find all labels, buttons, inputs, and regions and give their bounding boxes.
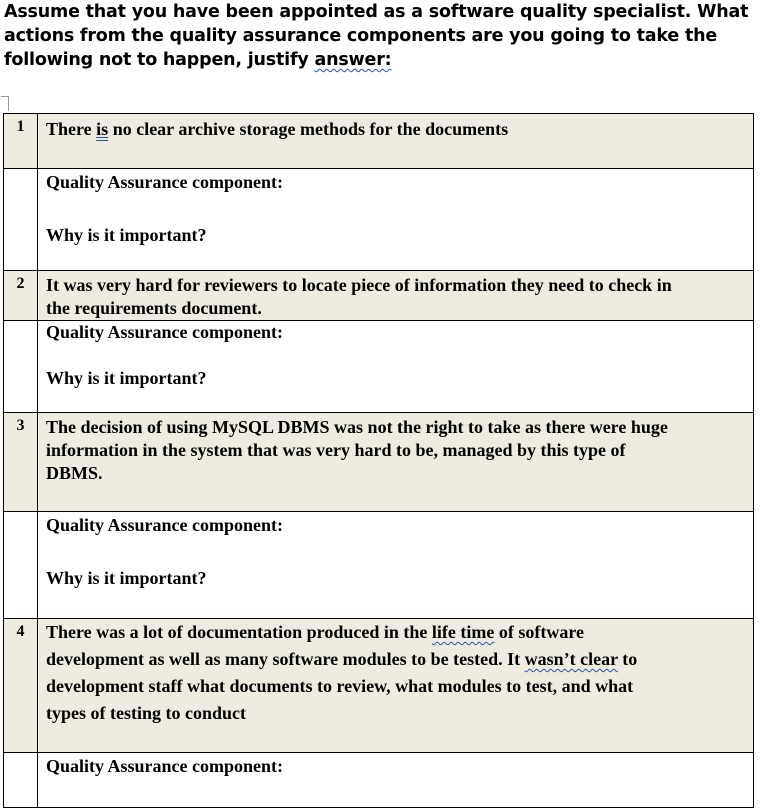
empty-number-cell [3, 169, 38, 270]
table-row-item-4 [3, 619, 754, 753]
answer-cell[interactable] [38, 512, 754, 618]
empty-number-cell [3, 512, 38, 618]
question-line-3 [4, 48, 754, 72]
table-row-answer-3 [3, 512, 754, 619]
empty-number-cell [3, 753, 38, 807]
answer-word: answer: [314, 50, 392, 70]
question-line-1: Assume that you have been appointed as a software quality specialist. What [4, 2, 749, 22]
statement-line: The decision of using MySQL DBMS was not the right to take as there were huge [46, 417, 668, 437]
item-number: 3 [3, 413, 38, 511]
item-number: 2 [3, 271, 38, 320]
statement-line [46, 646, 745, 673]
item-statement [38, 413, 754, 511]
statement-line [46, 619, 745, 646]
answer-cell[interactable] [38, 169, 754, 270]
table-row-item-3 [3, 413, 754, 512]
qa-component-label: Quality Assurance component: [46, 322, 284, 342]
table-row-item-1 [3, 114, 754, 169]
why-important-label: Why is it important? [46, 368, 207, 388]
statement-text: There was a lot of documentation produced in the [46, 622, 432, 642]
item-statement [38, 114, 754, 168]
statement-line: types of testing to conduct [46, 703, 246, 723]
statement-line: information in the system that was very hard to be, managed by this type of [46, 440, 626, 460]
table-row-answer-4 [3, 753, 754, 808]
why-important-label: Why is it important? [46, 225, 207, 245]
statement-line: development staff what documents to review, what modules to test, and what [46, 676, 634, 696]
table-row-answer-1 [3, 169, 754, 271]
empty-number-cell [3, 321, 38, 412]
item-statement [38, 619, 754, 752]
statement-line [46, 118, 745, 141]
answer-cell[interactable] [38, 753, 754, 807]
statement-text: to [617, 649, 638, 669]
item-number: 1 [3, 114, 38, 168]
table-row-item-2 [3, 271, 754, 321]
underlined-word: is [96, 119, 109, 139]
why-important-label: Why is it important? [46, 568, 207, 588]
qa-component-label: Quality Assurance component: [46, 172, 284, 192]
question-line-3-text: following not to happen, justify [4, 50, 315, 70]
question-line-2: actions from the quality assurance components are you going to take the [4, 26, 718, 46]
underlined-phrase: life time [431, 622, 495, 642]
item-statement [38, 271, 754, 320]
statement-text: no clear archive storage methods for the documents [108, 119, 509, 139]
table-row-answer-2 [3, 321, 754, 413]
qa-component-label: Quality Assurance component: [46, 756, 284, 776]
paragraph-marker [1, 96, 9, 111]
statement-line: the requirements document. [46, 298, 262, 318]
statement-text: development as well as many software modules to be tested. It [46, 649, 525, 669]
question-heading [4, 0, 754, 72]
answer-cell[interactable] [38, 321, 754, 412]
qa-table [3, 113, 754, 808]
statement-line: It was very hard for reviewers to locate piece of information they need to check in [46, 275, 672, 295]
statement-text: of software [494, 622, 584, 642]
underlined-phrase: wasn’t clear [524, 649, 618, 669]
statement-text: There [46, 119, 97, 139]
statement-line: DBMS. [46, 463, 103, 483]
item-number: 4 [3, 619, 38, 752]
qa-component-label: Quality Assurance component: [46, 515, 284, 535]
